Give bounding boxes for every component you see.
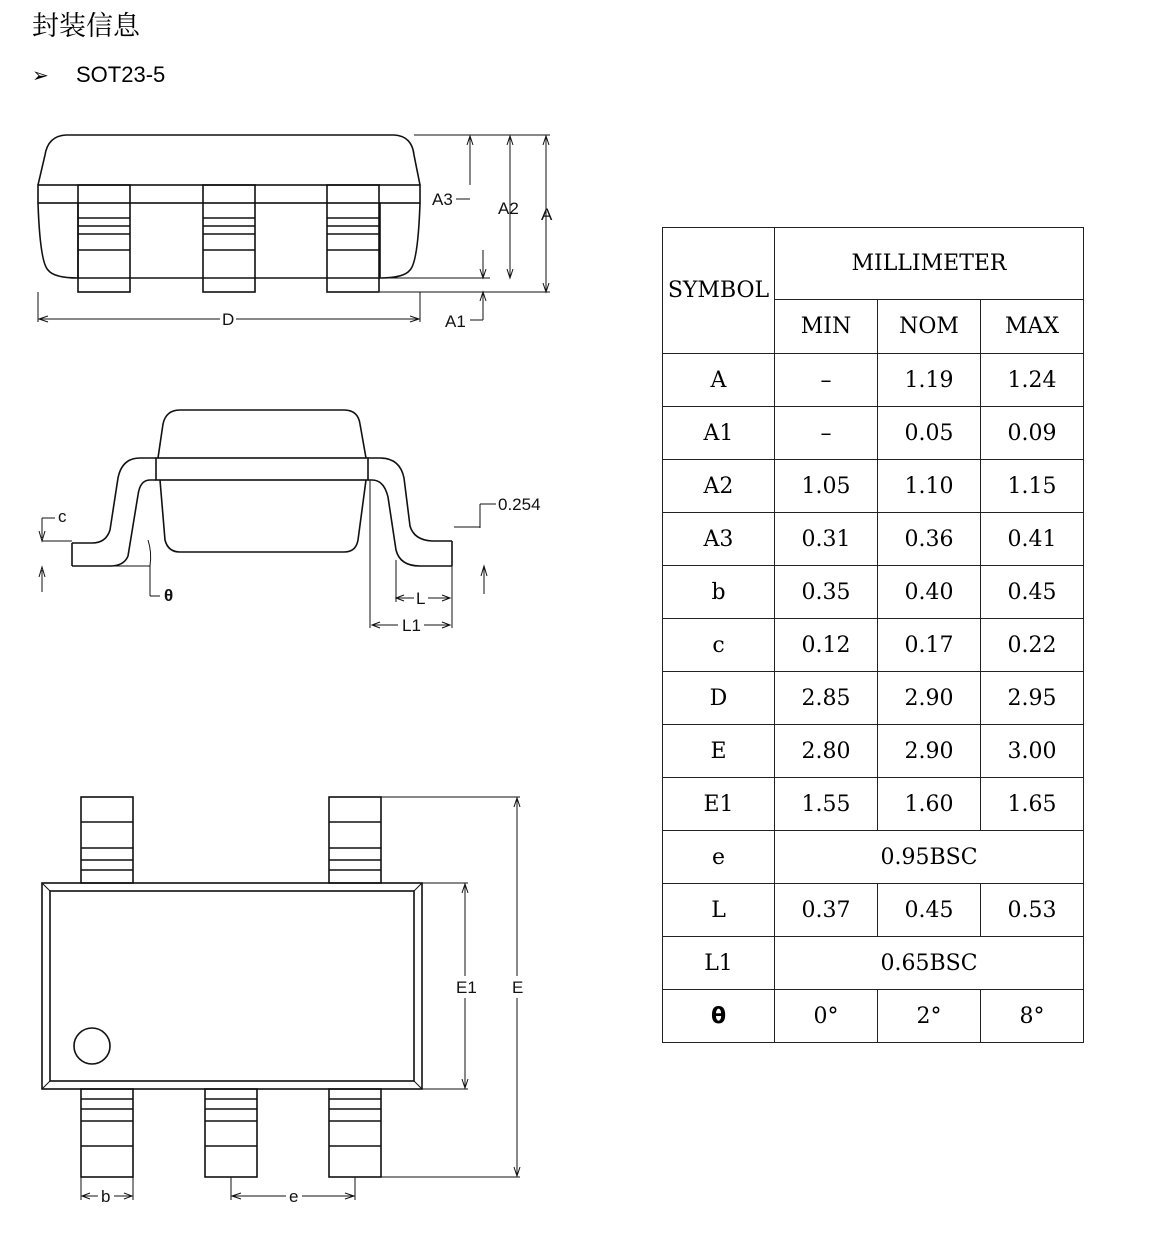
symbol-cell: A: [663, 354, 775, 407]
table-row: [663, 884, 1084, 937]
table-row: [663, 619, 1084, 672]
value-min-cell: 2.85: [775, 672, 878, 725]
table-row: [663, 937, 1084, 990]
value-nom-cell: 2.90: [878, 725, 981, 778]
value-min-cell: 1.55: [775, 778, 878, 831]
bottom-lead: [329, 1089, 381, 1177]
symbol-cell: θ: [663, 990, 775, 1043]
col-header-max: MAX: [981, 300, 1084, 354]
symbol-cell: L: [663, 884, 775, 937]
label-L: L: [416, 589, 426, 608]
value-min-cell: 0.31: [775, 513, 878, 566]
value-max-cell: 8°: [981, 990, 1084, 1043]
unit-header: MILLIMETER: [775, 228, 1084, 300]
table-row: [663, 672, 1084, 725]
value-nom-cell: 1.19: [878, 354, 981, 407]
value-nom-cell: 2°: [878, 990, 981, 1043]
value-max-cell: 1.15: [981, 460, 1084, 513]
symbol-cell: A1: [663, 407, 775, 460]
value-max-cell: 0.45: [981, 566, 1084, 619]
top-view: [42, 797, 520, 1200]
dimension-table: [662, 227, 1084, 1043]
value-nom-cell: 0.17: [878, 619, 981, 672]
table-row: [663, 354, 1084, 407]
symbol-cell: A2: [663, 460, 775, 513]
page-title: 封装信息: [32, 11, 140, 42]
front-view: [38, 135, 550, 322]
label-L1: L1: [402, 616, 421, 635]
value-span-cell: 0.95BSC: [775, 831, 1084, 884]
side-view: [39, 410, 496, 628]
col-header-nom: NOM: [878, 300, 981, 354]
label-theta: θ: [164, 586, 174, 605]
label-D: D: [222, 310, 235, 329]
label-A3: A3: [432, 190, 453, 209]
value-min-cell: 0°: [775, 990, 878, 1043]
value-max-cell: 1.65: [981, 778, 1084, 831]
value-max-cell: 0.09: [981, 407, 1084, 460]
label-b: b: [101, 1187, 111, 1206]
col-header-min: MIN: [775, 300, 878, 354]
symbol-cell: A3: [663, 513, 775, 566]
symbol-cell: E: [663, 725, 775, 778]
symbol-cell: b: [663, 566, 775, 619]
bottom-lead: [81, 1089, 133, 1177]
value-nom-cell: 1.10: [878, 460, 981, 513]
top-lead: [329, 797, 381, 883]
table-row: [663, 778, 1084, 831]
value-nom-cell: 0.05: [878, 407, 981, 460]
value-nom-cell: 2.90: [878, 672, 981, 725]
label-c: c: [58, 507, 67, 526]
label-E: E: [512, 978, 524, 997]
value-min-cell: 1.05: [775, 460, 878, 513]
value-max-cell: 3.00: [981, 725, 1084, 778]
label-e: e: [289, 1187, 299, 1206]
bottom-lead: [205, 1089, 257, 1177]
value-min-cell: 2.80: [775, 725, 878, 778]
value-nom-cell: 0.36: [878, 513, 981, 566]
symbol-header: SYMBOL: [663, 228, 775, 354]
value-min-cell: 0.37: [775, 884, 878, 937]
label-gauge: 0.254: [498, 495, 541, 514]
arrow-bullet-icon: ➢: [32, 65, 49, 87]
symbol-cell: L1: [663, 937, 775, 990]
value-min-cell: –: [775, 407, 878, 460]
symbol-cell: E1: [663, 778, 775, 831]
table-row: [663, 513, 1084, 566]
package-name: SOT23-5: [76, 62, 166, 87]
symbol-cell: c: [663, 619, 775, 672]
value-nom-cell: 1.60: [878, 778, 981, 831]
table-row: [663, 566, 1084, 619]
label-A: A: [541, 205, 553, 224]
pin1-marker: [74, 1028, 110, 1064]
table-row: [663, 407, 1084, 460]
value-min-cell: 0.35: [775, 566, 878, 619]
top-lead: [81, 797, 133, 883]
front-lead: [203, 185, 255, 292]
symbol-cell: e: [663, 831, 775, 884]
table-row: [663, 460, 1084, 513]
value-min-cell: 0.12: [775, 619, 878, 672]
value-max-cell: 0.22: [981, 619, 1084, 672]
value-max-cell: 1.24: [981, 354, 1084, 407]
package-drawing: [0, 100, 640, 1220]
package-bullet: [32, 62, 165, 88]
front-lead: [78, 185, 130, 292]
label-E1: E1: [456, 978, 477, 997]
value-nom-cell: 0.45: [878, 884, 981, 937]
table-row: [663, 725, 1084, 778]
value-nom-cell: 0.40: [878, 566, 981, 619]
value-max-cell: 2.95: [981, 672, 1084, 725]
symbol-cell: D: [663, 672, 775, 725]
value-min-cell: –: [775, 354, 878, 407]
table-row: [663, 990, 1084, 1043]
value-span-cell: 0.65BSC: [775, 937, 1084, 990]
value-max-cell: 0.53: [981, 884, 1084, 937]
front-lead: [327, 185, 379, 292]
label-A1: A1: [445, 312, 466, 331]
label-A2: A2: [498, 199, 519, 218]
value-max-cell: 0.41: [981, 513, 1084, 566]
table-row: [663, 831, 1084, 884]
